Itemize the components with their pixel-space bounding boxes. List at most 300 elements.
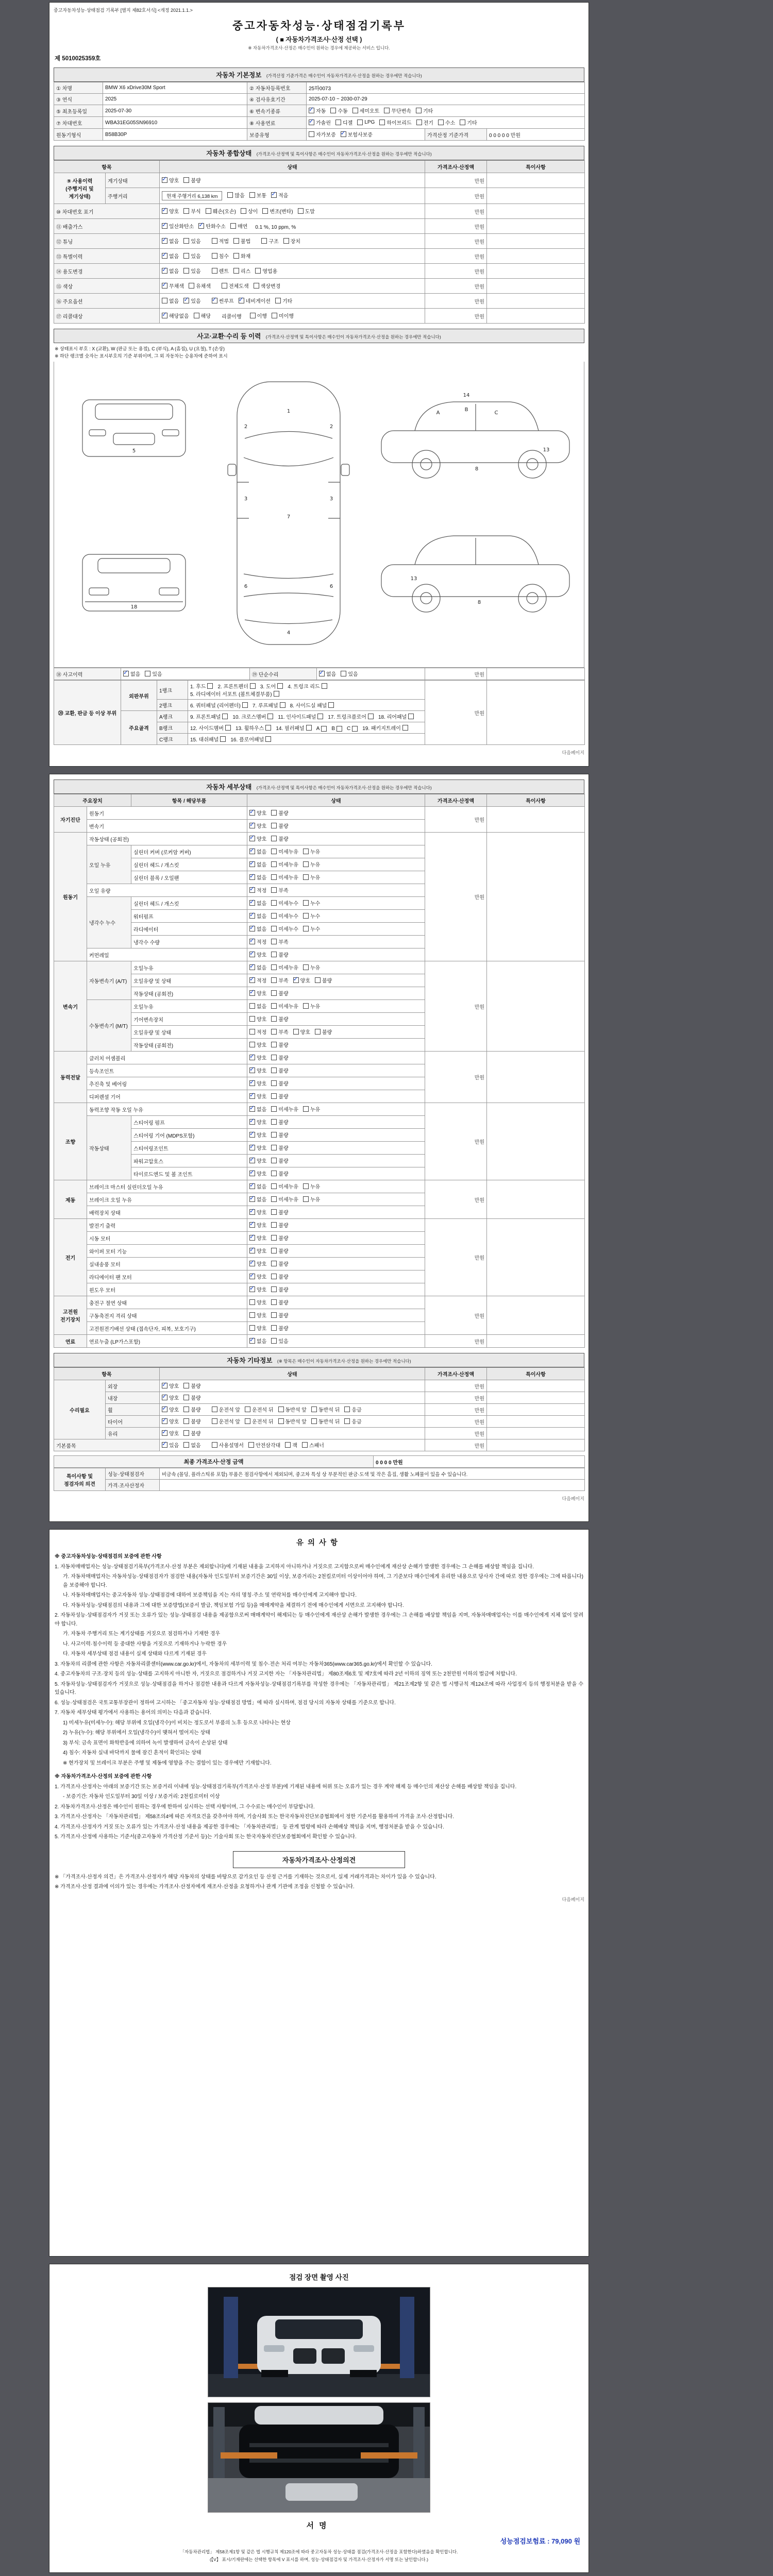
checkbox[interactable] xyxy=(271,1183,277,1189)
checkbox-option[interactable] xyxy=(183,1382,200,1389)
checkbox[interactable] xyxy=(271,823,277,828)
checkbox[interactable] xyxy=(311,1406,317,1412)
checkbox[interactable] xyxy=(352,726,358,732)
checkbox-option[interactable] xyxy=(194,312,211,319)
checkbox[interactable] xyxy=(328,702,334,708)
checkbox[interactable] xyxy=(162,208,167,214)
checkbox-option[interactable] xyxy=(249,860,266,868)
checkbox-option[interactable] xyxy=(145,670,162,677)
checkbox-option[interactable] xyxy=(271,1079,288,1087)
checkbox[interactable] xyxy=(249,1093,255,1099)
checkbox[interactable] xyxy=(162,1395,167,1400)
checkbox-option[interactable] xyxy=(271,1182,298,1190)
checkbox[interactable] xyxy=(303,1003,309,1009)
checkbox-option[interactable] xyxy=(416,118,433,126)
checkbox[interactable] xyxy=(321,726,327,732)
checkbox[interactable] xyxy=(315,1029,321,1035)
checkbox[interactable] xyxy=(249,823,255,828)
checkbox[interactable] xyxy=(271,1067,277,1073)
checkbox[interactable] xyxy=(162,1430,167,1436)
checkbox-option[interactable] xyxy=(162,176,179,184)
checkbox[interactable] xyxy=(438,120,444,125)
checkbox[interactable] xyxy=(162,298,167,303)
checkbox[interactable] xyxy=(275,298,281,303)
checkbox[interactable] xyxy=(183,268,189,274)
checkbox[interactable] xyxy=(249,810,255,816)
checkbox-option[interactable] xyxy=(212,1405,240,1413)
checkbox[interactable] xyxy=(249,1145,255,1150)
checkbox-option[interactable] xyxy=(328,713,374,720)
checkbox[interactable] xyxy=(460,120,465,125)
checkbox-option[interactable] xyxy=(183,1429,200,1437)
checkbox[interactable] xyxy=(212,298,217,303)
checkbox[interactable] xyxy=(233,268,239,274)
checkbox-option[interactable] xyxy=(271,963,298,971)
checkbox-option[interactable] xyxy=(249,1247,266,1255)
checkbox[interactable] xyxy=(265,725,271,731)
checkbox[interactable] xyxy=(271,1209,277,1215)
checkbox-option[interactable] xyxy=(183,1394,200,1401)
checkbox-option[interactable] xyxy=(245,1405,273,1413)
checkbox[interactable] xyxy=(227,192,233,198)
checkbox-option[interactable] xyxy=(255,267,277,275)
checkbox-option[interactable] xyxy=(261,237,278,245)
checkbox-option[interactable] xyxy=(271,1015,288,1023)
checkbox-option[interactable] xyxy=(271,1041,288,1048)
checkbox-option[interactable] xyxy=(249,886,266,894)
checkbox-option[interactable] xyxy=(271,1157,288,1164)
checkbox[interactable] xyxy=(293,1029,299,1035)
checkbox[interactable] xyxy=(189,283,194,289)
checkbox-option[interactable] xyxy=(249,976,266,984)
checkbox[interactable] xyxy=(183,253,189,259)
checkbox[interactable] xyxy=(249,887,255,893)
checkbox-option[interactable] xyxy=(416,107,433,114)
checkbox-option[interactable] xyxy=(162,282,184,290)
checkbox-option[interactable] xyxy=(254,282,281,290)
checkbox-option[interactable] xyxy=(183,176,200,184)
checkbox-option[interactable] xyxy=(249,938,266,945)
checkbox-option[interactable] xyxy=(250,312,267,319)
checkbox[interactable] xyxy=(249,1183,255,1189)
checkbox[interactable] xyxy=(255,268,261,274)
checkbox[interactable] xyxy=(249,1209,255,1215)
checkbox[interactable] xyxy=(162,268,167,274)
checkbox-option[interactable] xyxy=(271,835,288,842)
checkbox[interactable] xyxy=(303,861,309,867)
checkbox[interactable] xyxy=(249,977,255,983)
checkbox-option[interactable] xyxy=(272,312,294,319)
checkbox[interactable] xyxy=(368,714,374,719)
checkbox[interactable] xyxy=(402,725,408,731)
checkbox-option[interactable] xyxy=(341,130,373,138)
checkbox[interactable] xyxy=(249,1003,255,1009)
checkbox[interactable] xyxy=(271,836,277,841)
checkbox-option[interactable] xyxy=(232,713,273,720)
checkbox-option[interactable] xyxy=(271,1144,288,1151)
checkbox-option[interactable] xyxy=(271,989,288,997)
checkbox-option[interactable] xyxy=(271,1092,288,1100)
checkbox[interactable] xyxy=(212,1418,217,1424)
checkbox[interactable] xyxy=(322,683,327,689)
checkbox-option[interactable] xyxy=(183,1441,200,1449)
checkbox-option[interactable] xyxy=(271,938,288,945)
checkbox-option[interactable] xyxy=(260,682,283,690)
checkbox-option[interactable] xyxy=(278,713,323,720)
checkbox-option[interactable] xyxy=(162,252,179,260)
checkbox[interactable] xyxy=(303,849,309,854)
checkbox[interactable] xyxy=(271,1093,277,1099)
checkbox[interactable] xyxy=(271,1338,277,1344)
checkbox-option[interactable] xyxy=(303,925,320,933)
checkbox-option[interactable] xyxy=(271,1105,298,1113)
checkbox-option[interactable] xyxy=(303,1105,320,1113)
checkbox-option[interactable] xyxy=(249,912,266,920)
checkbox[interactable] xyxy=(261,238,267,244)
checkbox-option[interactable] xyxy=(379,118,411,126)
checkbox-option[interactable] xyxy=(341,670,358,677)
checkbox[interactable] xyxy=(271,1055,277,1060)
checkbox-option[interactable] xyxy=(271,1285,288,1293)
checkbox[interactable] xyxy=(271,1106,277,1112)
checkbox[interactable] xyxy=(271,1029,277,1035)
checkbox[interactable] xyxy=(271,913,277,919)
checkbox-option[interactable] xyxy=(293,976,310,984)
checkbox-option[interactable] xyxy=(357,120,375,125)
checkbox[interactable] xyxy=(293,977,299,983)
checkbox[interactable] xyxy=(249,1338,255,1344)
checkbox[interactable] xyxy=(249,1222,255,1228)
checkbox[interactable] xyxy=(183,1395,189,1400)
checkbox-option[interactable] xyxy=(249,809,266,817)
checkbox-option[interactable] xyxy=(271,1170,288,1177)
checkbox[interactable] xyxy=(303,913,309,919)
checkbox[interactable] xyxy=(162,283,167,289)
checkbox-option[interactable] xyxy=(271,886,288,894)
checkbox[interactable] xyxy=(183,1383,189,1388)
checkbox[interactable] xyxy=(194,313,199,318)
checkbox-option[interactable] xyxy=(311,1405,340,1413)
checkbox-option[interactable] xyxy=(315,1028,332,1036)
checkbox-option[interactable] xyxy=(190,701,248,709)
checkbox[interactable] xyxy=(162,238,167,244)
checkbox[interactable] xyxy=(249,900,255,906)
checkbox-option[interactable] xyxy=(271,1221,288,1229)
checkbox[interactable] xyxy=(271,1299,277,1305)
checkbox-option[interactable] xyxy=(271,912,298,920)
checkbox[interactable] xyxy=(330,108,336,113)
checkbox[interactable] xyxy=(249,952,255,957)
checkbox[interactable] xyxy=(249,1055,255,1060)
checkbox-option[interactable] xyxy=(249,1131,266,1139)
checkbox-option[interactable] xyxy=(311,1417,340,1425)
checkbox-option[interactable] xyxy=(198,222,226,230)
checkbox[interactable] xyxy=(162,1442,167,1448)
checkbox[interactable] xyxy=(230,223,236,229)
checkbox-option[interactable] xyxy=(271,1131,288,1139)
checkbox[interactable] xyxy=(416,108,422,113)
checkbox[interactable] xyxy=(206,208,211,214)
checkbox[interactable] xyxy=(245,1406,250,1412)
checkbox[interactable] xyxy=(357,120,363,125)
checkbox-option[interactable] xyxy=(298,207,315,215)
checkbox[interactable] xyxy=(254,283,259,289)
checkbox-option[interactable] xyxy=(378,713,414,720)
checkbox-option[interactable] xyxy=(438,118,455,126)
checkbox-option[interactable] xyxy=(249,1337,266,1345)
checkbox-option[interactable] xyxy=(249,1028,266,1036)
checkbox[interactable] xyxy=(233,253,239,259)
checkbox[interactable] xyxy=(225,725,231,731)
checkbox[interactable] xyxy=(271,926,277,931)
checkbox[interactable] xyxy=(309,120,314,125)
checkbox-option[interactable] xyxy=(249,1002,266,1010)
checkbox[interactable] xyxy=(249,861,255,867)
checkbox[interactable] xyxy=(271,1274,277,1279)
checkbox[interactable] xyxy=(303,1196,309,1202)
checkbox[interactable] xyxy=(249,1067,255,1073)
checkbox[interactable] xyxy=(249,1312,255,1318)
checkbox[interactable] xyxy=(249,192,255,198)
checkbox[interactable] xyxy=(250,683,256,689)
checkbox[interactable] xyxy=(162,1406,167,1412)
checkbox[interactable] xyxy=(315,977,321,983)
checkbox[interactable] xyxy=(271,1171,277,1176)
checkbox[interactable] xyxy=(271,939,277,944)
checkbox-option[interactable] xyxy=(123,670,140,677)
checkbox[interactable] xyxy=(265,736,271,742)
checkbox[interactable] xyxy=(271,1016,277,1022)
checkbox-option[interactable] xyxy=(271,860,298,868)
checkbox[interactable] xyxy=(271,1248,277,1253)
checkbox-option[interactable] xyxy=(278,1405,307,1413)
checkbox-option[interactable] xyxy=(249,191,266,199)
checkbox[interactable] xyxy=(341,131,346,137)
checkbox[interactable] xyxy=(384,108,390,113)
checkbox[interactable] xyxy=(271,1132,277,1138)
checkbox-option[interactable] xyxy=(249,822,266,829)
checkbox-option[interactable] xyxy=(236,724,271,732)
checkbox-option[interactable] xyxy=(249,951,266,958)
checkbox[interactable] xyxy=(249,849,255,854)
checkbox-option[interactable] xyxy=(206,207,236,215)
checkbox[interactable] xyxy=(249,964,255,970)
checkbox[interactable] xyxy=(249,1106,255,1112)
checkbox-option[interactable] xyxy=(283,237,300,245)
checkbox[interactable] xyxy=(337,726,342,732)
checkbox[interactable] xyxy=(262,208,268,214)
checkbox[interactable] xyxy=(198,223,204,229)
checkbox-option[interactable] xyxy=(249,1260,266,1267)
checkbox[interactable] xyxy=(303,1106,309,1112)
checkbox-option[interactable] xyxy=(212,297,234,304)
checkbox[interactable] xyxy=(249,1248,255,1253)
checkbox[interactable] xyxy=(183,1418,189,1424)
checkbox[interactable] xyxy=(207,683,213,689)
checkbox[interactable] xyxy=(306,725,312,731)
checkbox-option[interactable] xyxy=(309,130,336,138)
checkbox-option[interactable] xyxy=(271,1337,288,1345)
checkbox[interactable] xyxy=(212,1406,217,1412)
checkbox-option[interactable] xyxy=(217,682,255,690)
checkbox[interactable] xyxy=(249,1171,255,1176)
checkbox-option[interactable] xyxy=(309,118,331,126)
checkbox[interactable] xyxy=(271,1286,277,1292)
checkbox-option[interactable] xyxy=(249,1208,266,1216)
checkbox-option[interactable] xyxy=(249,873,266,881)
checkbox[interactable] xyxy=(162,1418,167,1424)
checkbox-option[interactable] xyxy=(249,1285,266,1293)
checkbox[interactable] xyxy=(222,283,227,289)
checkbox-option[interactable] xyxy=(271,1311,288,1319)
checkbox[interactable] xyxy=(303,964,309,970)
checkbox-option[interactable] xyxy=(162,312,189,319)
checkbox-option[interactable] xyxy=(344,1417,361,1425)
checkbox[interactable] xyxy=(183,1430,189,1436)
checkbox-option[interactable] xyxy=(303,912,320,920)
checkbox-option[interactable] xyxy=(249,963,266,971)
checkbox[interactable] xyxy=(249,874,255,880)
checkbox-option[interactable] xyxy=(384,107,411,114)
checkbox-option[interactable] xyxy=(290,701,334,709)
checkbox-option[interactable] xyxy=(162,1394,179,1401)
checkbox-option[interactable] xyxy=(271,822,288,829)
checkbox[interactable] xyxy=(271,1119,277,1125)
checkbox[interactable] xyxy=(302,1442,308,1448)
checkbox[interactable] xyxy=(271,1080,277,1086)
checkbox[interactable] xyxy=(249,1261,255,1266)
checkbox[interactable] xyxy=(271,192,277,198)
checkbox[interactable] xyxy=(344,1406,350,1412)
checkbox[interactable] xyxy=(249,939,255,944)
checkbox-option[interactable] xyxy=(162,207,179,215)
checkbox-option[interactable] xyxy=(249,1298,266,1306)
checkbox-option[interactable] xyxy=(271,873,298,881)
checkbox[interactable] xyxy=(319,671,325,676)
checkbox[interactable] xyxy=(249,1299,255,1305)
checkbox-option[interactable] xyxy=(271,1054,288,1061)
checkbox-option[interactable] xyxy=(162,1441,179,1449)
checkbox[interactable] xyxy=(285,1442,291,1448)
checkbox[interactable] xyxy=(239,298,244,303)
checkbox-option[interactable] xyxy=(162,237,179,245)
checkbox[interactable] xyxy=(271,900,277,906)
checkbox[interactable] xyxy=(162,253,167,259)
checkbox[interactable] xyxy=(123,671,129,676)
checkbox-option[interactable] xyxy=(271,976,288,984)
checkbox-option[interactable] xyxy=(189,282,211,290)
checkbox[interactable] xyxy=(241,208,246,214)
checkbox[interactable] xyxy=(271,1003,277,1009)
checkbox-option[interactable] xyxy=(271,809,288,817)
checkbox[interactable] xyxy=(352,108,358,113)
checkbox[interactable] xyxy=(249,1029,255,1035)
checkbox-option[interactable] xyxy=(271,848,298,855)
checkbox-option[interactable] xyxy=(233,267,250,275)
checkbox-option[interactable] xyxy=(183,267,200,275)
checkbox[interactable] xyxy=(271,964,277,970)
checkbox[interactable] xyxy=(416,120,422,125)
checkbox-option[interactable] xyxy=(190,724,231,732)
checkbox-option[interactable] xyxy=(303,860,320,868)
checkbox-option[interactable] xyxy=(253,701,285,709)
checkbox-option[interactable] xyxy=(183,1405,200,1413)
checkbox[interactable] xyxy=(233,238,239,244)
checkbox[interactable] xyxy=(245,1418,250,1424)
checkbox-option[interactable] xyxy=(162,222,194,230)
checkbox-option[interactable] xyxy=(271,191,288,199)
checkbox-option[interactable] xyxy=(303,1182,320,1190)
checkbox[interactable] xyxy=(249,1132,255,1138)
checkbox-option[interactable] xyxy=(303,963,320,971)
checkbox-option[interactable] xyxy=(271,1028,288,1036)
checkbox-option[interactable] xyxy=(275,297,292,304)
checkbox[interactable] xyxy=(271,1235,277,1241)
checkbox-option[interactable] xyxy=(249,848,266,855)
checkbox[interactable] xyxy=(271,1196,277,1202)
checkbox[interactable] xyxy=(212,1442,217,1448)
checkbox-option[interactable] xyxy=(249,1311,266,1319)
checkbox[interactable] xyxy=(283,238,289,244)
checkbox[interactable] xyxy=(162,177,167,183)
checkbox[interactable] xyxy=(271,810,277,816)
checkbox[interactable] xyxy=(271,977,277,983)
checkbox[interactable] xyxy=(249,1325,255,1331)
checkbox-option[interactable] xyxy=(262,207,293,215)
checkbox[interactable] xyxy=(379,120,385,125)
checkbox-option[interactable] xyxy=(230,735,271,743)
checkbox-option[interactable] xyxy=(249,1170,266,1177)
checkbox[interactable] xyxy=(162,313,167,318)
checkbox-option[interactable] xyxy=(303,1195,320,1203)
checkbox[interactable] xyxy=(274,691,279,697)
checkbox-option[interactable] xyxy=(278,1417,307,1425)
checkbox[interactable] xyxy=(309,108,314,113)
checkbox-option[interactable] xyxy=(190,713,228,720)
checkbox[interactable] xyxy=(271,1145,277,1150)
checkbox[interactable] xyxy=(162,1383,167,1388)
checkbox-option[interactable] xyxy=(162,1417,179,1425)
checkbox-option[interactable] xyxy=(162,1429,179,1437)
checkbox[interactable] xyxy=(271,1325,277,1331)
checkbox[interactable] xyxy=(183,177,189,183)
checkbox-option[interactable] xyxy=(227,191,244,199)
checkbox[interactable] xyxy=(249,1286,255,1292)
checkbox-option[interactable] xyxy=(249,1118,266,1126)
checkbox-option[interactable] xyxy=(212,237,229,245)
checkbox-option[interactable] xyxy=(249,1195,266,1203)
checkbox-option[interactable] xyxy=(233,252,250,260)
checkbox[interactable] xyxy=(303,1183,309,1189)
checkbox-option[interactable] xyxy=(190,735,226,743)
checkbox-option[interactable] xyxy=(249,1273,266,1280)
checkbox[interactable] xyxy=(271,1158,277,1163)
checkbox-option[interactable] xyxy=(362,724,408,732)
checkbox-option[interactable] xyxy=(249,989,266,997)
checkbox-option[interactable] xyxy=(249,1015,266,1023)
checkbox[interactable] xyxy=(303,926,309,931)
checkbox-option[interactable] xyxy=(249,1054,266,1061)
checkbox[interactable] xyxy=(272,313,277,318)
checkbox-option[interactable] xyxy=(271,1273,288,1280)
checkbox[interactable] xyxy=(271,849,277,854)
checkbox[interactable] xyxy=(183,1406,189,1412)
checkbox[interactable] xyxy=(248,1442,254,1448)
checkbox-option[interactable] xyxy=(347,726,358,732)
checkbox[interactable] xyxy=(183,1442,189,1448)
checkbox-option[interactable] xyxy=(271,1298,288,1306)
checkbox[interactable] xyxy=(249,913,255,919)
